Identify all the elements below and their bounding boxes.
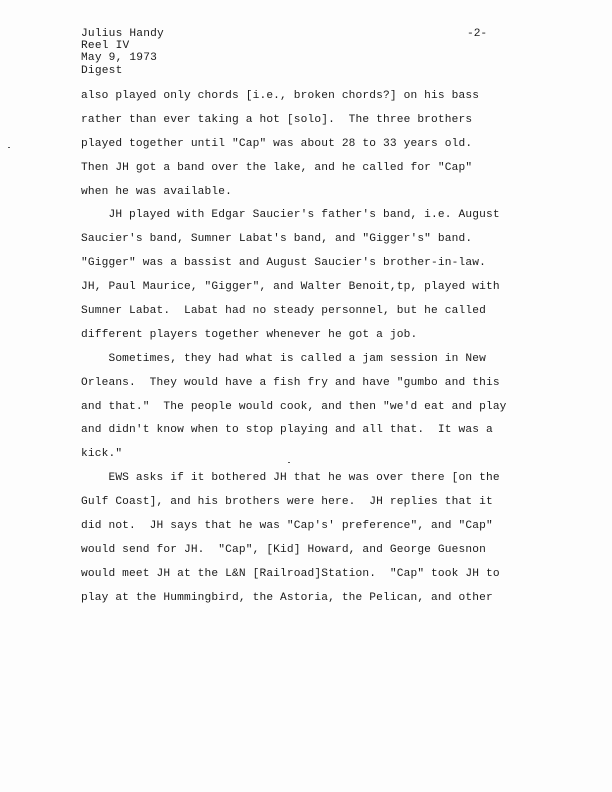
text-line: and that." The people would cook, and then "we'd eat and play (81, 400, 507, 413)
text-line: Sometimes, they had what is called a jam session in New (81, 352, 486, 365)
paragraph (81, 85, 551, 204)
paragraph (81, 204, 551, 347)
document-header (81, 28, 164, 77)
scan-speck (288, 462, 290, 463)
text-line: kick." (81, 448, 123, 461)
text-line: did not. JH says that he was "Cap's' preference", and "Cap" (81, 520, 493, 533)
text-line: rather than ever taking a hot [solo]. The three brothers (81, 113, 473, 126)
text-line: would meet JH at the L&N [Railroad]Station. "Cap" took JH to (81, 567, 500, 580)
reel-label: Reel IV (81, 40, 130, 53)
text-line: Orleans. They would have a fish fry and have "gumbo and this (81, 376, 500, 389)
text-line: JH, Paul Maurice, "Gigger", and Walter Benoit,tp, played with (81, 281, 500, 294)
text-line: JH played with Edgar Saucier's father's band, i.e. August (81, 209, 500, 222)
page-number: -2- (467, 28, 488, 40)
text-line: when he was available. (81, 185, 232, 198)
paragraph (81, 467, 551, 610)
text-line: play at the Hummingbird, the Astoria, the Pelican, and other (81, 591, 493, 604)
text-line: and didn't know when to stop playing and all that. It was a (81, 424, 493, 437)
text-line: would send for JH. "Cap", [Kid] Howard, and George Guesnon (81, 543, 486, 556)
scan-speck (8, 147, 10, 148)
interview-date: May 9, 1973 (81, 52, 158, 65)
text-line: also played only chords [i.e., broken chords?] on his bass (81, 90, 480, 102)
text-line: Saucier's band, Sumner Labat's band, and "Gigger's" band. (81, 233, 473, 246)
paragraph (81, 348, 551, 467)
transcript-body (81, 85, 551, 611)
text-line: EWS asks if it bothered JH that he was over there [on the (81, 472, 500, 485)
text-line: Sumner Labat. Labat had no steady personnel, but he called (81, 305, 486, 318)
text-line: Then JH got a band over the lake, and he called for "Cap" (81, 161, 473, 174)
interviewee-name: Julius Handy (81, 28, 164, 40)
text-line: "Gigger" was a bassist and August Saucier's brother-in-law. (81, 257, 486, 270)
text-line: Gulf Coast], and his brothers were here. JH replies that it (81, 496, 493, 509)
document-type: Digest (81, 64, 123, 77)
text-line: different players together whenever he got a job. (81, 328, 418, 341)
text-line: played together until "Cap" was about 28 to 33 years old. (81, 137, 473, 150)
